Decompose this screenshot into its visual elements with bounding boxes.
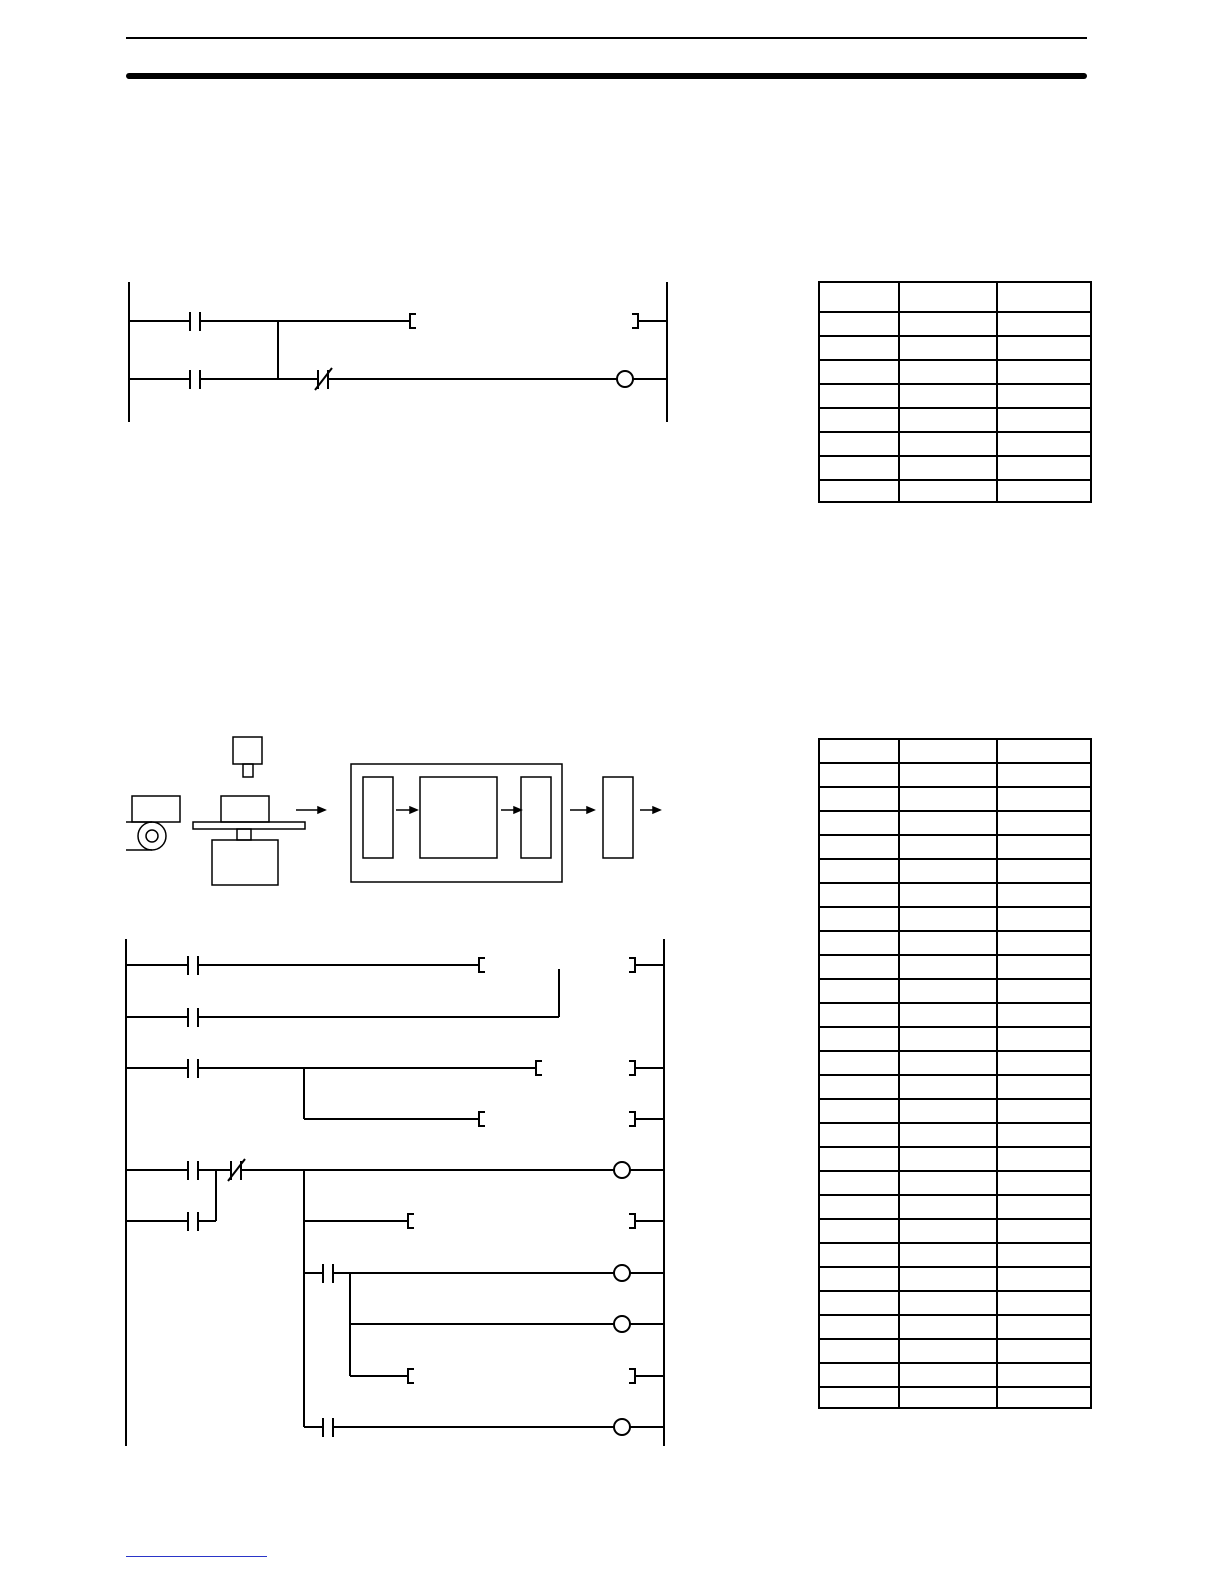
table-row [819, 312, 1091, 336]
table-cell [819, 979, 899, 1003]
table-row [819, 1075, 1091, 1099]
table-cell [899, 739, 997, 763]
cpu-unit [420, 777, 497, 858]
table-row [819, 811, 1091, 835]
table-cell [997, 811, 1091, 835]
table-cell [997, 1147, 1091, 1171]
table-cell [899, 955, 997, 979]
table-cell [997, 1123, 1091, 1147]
table-cell [899, 787, 997, 811]
flow-arrow-icon [396, 807, 417, 813]
table-cell [997, 955, 1091, 979]
flow-arrow-icon [640, 807, 660, 813]
table-cell [997, 432, 1091, 456]
mnemonic-table-bottom [818, 738, 1092, 1409]
external-device [603, 777, 633, 858]
no-contact-icon [188, 1212, 198, 1231]
table-cell [997, 1027, 1091, 1051]
table-cell [899, 456, 997, 480]
instruction-bracket-icon [479, 958, 635, 972]
table-cell [899, 1219, 997, 1243]
table-row [819, 763, 1091, 787]
nc-contact-icon [315, 368, 332, 390]
table-cell [899, 1099, 997, 1123]
table-cell [997, 360, 1091, 384]
instruction-bracket-icon [536, 1061, 635, 1075]
table-cell [899, 931, 997, 955]
table-cell [997, 1195, 1091, 1219]
no-contact-icon [188, 956, 198, 975]
mnemonic-table-top [818, 281, 1092, 503]
table-cell [819, 739, 899, 763]
spindle [237, 829, 251, 840]
table-cell [819, 883, 899, 907]
table-row [819, 979, 1091, 1003]
instruction-bracket-icon [479, 1112, 635, 1126]
table-row [819, 384, 1091, 408]
table-plate [193, 822, 305, 829]
table-cell [997, 1387, 1091, 1408]
sensor-head [233, 737, 262, 764]
table-cell [997, 1051, 1091, 1075]
table-cell [819, 336, 899, 360]
table-cell [819, 787, 899, 811]
table-row [819, 1219, 1091, 1243]
table-row [819, 787, 1091, 811]
table-cell [997, 859, 1091, 883]
roll-inner-icon [146, 830, 158, 842]
table-cell [819, 432, 899, 456]
table-row [819, 1003, 1091, 1027]
table-cell [899, 1075, 997, 1099]
table-bottom-body [819, 739, 1091, 1408]
table-row [819, 1171, 1091, 1195]
table-row [819, 1363, 1091, 1387]
input-unit [363, 777, 393, 858]
flow-arrow-icon [570, 807, 594, 813]
table-cell [997, 480, 1091, 502]
machine-base [212, 840, 278, 885]
table-cell [899, 1171, 997, 1195]
table-row [819, 955, 1091, 979]
table-top-body [819, 282, 1091, 502]
table-row [819, 1243, 1091, 1267]
table-cell [899, 835, 997, 859]
table-cell [899, 1051, 997, 1075]
workpiece [221, 796, 269, 822]
table-cell [899, 282, 997, 312]
table-cell [997, 883, 1091, 907]
output-unit [521, 777, 551, 858]
header-rule-thin [126, 37, 1087, 39]
nc-contact-icon [228, 1159, 245, 1181]
table-cell [997, 1291, 1091, 1315]
table-row [819, 1387, 1091, 1408]
table-cell [899, 1123, 997, 1147]
table-cell [997, 1339, 1091, 1363]
table-cell [899, 408, 997, 432]
table-cell [819, 1027, 899, 1051]
table-cell [899, 1291, 997, 1315]
table-cell [899, 979, 997, 1003]
table-row [819, 835, 1091, 859]
table-cell [997, 1363, 1091, 1387]
output-coil-icon [614, 1316, 630, 1332]
table-cell [997, 787, 1091, 811]
table-row [819, 1195, 1091, 1219]
flow-arrow-icon [296, 807, 325, 813]
table-row [819, 883, 1091, 907]
table-cell [997, 1099, 1091, 1123]
table-cell [819, 282, 899, 312]
no-contact-icon [188, 1161, 198, 1180]
roll-outer-icon [138, 822, 166, 850]
table-cell [997, 931, 1091, 955]
instruction-bracket-icon [408, 1214, 635, 1228]
table-cell [997, 763, 1091, 787]
table-cell [819, 907, 899, 931]
table-cell [997, 1075, 1091, 1099]
table-cell [819, 1315, 899, 1339]
table-cell [819, 1195, 899, 1219]
table-cell [899, 1339, 997, 1363]
table-cell [819, 763, 899, 787]
table-cell [899, 1315, 997, 1339]
table-cell [819, 360, 899, 384]
table-row [819, 1027, 1091, 1051]
output-coil-icon [614, 1265, 630, 1281]
table-cell [899, 859, 997, 883]
table-cell [819, 1099, 899, 1123]
footer-link-underline[interactable] [126, 1556, 267, 1557]
table-cell [899, 432, 997, 456]
table-cell [819, 1003, 899, 1027]
table-cell [997, 456, 1091, 480]
no-contact-icon [188, 1008, 198, 1027]
table-row [819, 456, 1091, 480]
table-cell [997, 739, 1091, 763]
table-row [819, 360, 1091, 384]
table-row [819, 1099, 1091, 1123]
table-row [819, 1051, 1091, 1075]
table-cell [819, 1387, 899, 1408]
output-coil-icon [614, 1419, 630, 1435]
table-row [819, 1147, 1091, 1171]
table-cell [819, 456, 899, 480]
table-row [819, 432, 1091, 456]
output-coil-icon [614, 1162, 630, 1178]
table-cell [819, 1243, 899, 1267]
table-row [819, 1315, 1091, 1339]
table-cell [899, 1387, 997, 1408]
table-row [819, 931, 1091, 955]
table-cell [997, 1003, 1091, 1027]
table-cell [899, 336, 997, 360]
table-row [819, 739, 1091, 763]
table-cell [819, 312, 899, 336]
instruction-bracket-icon [410, 314, 638, 328]
table-row [819, 282, 1091, 312]
table-cell [899, 1267, 997, 1291]
table-cell [819, 1219, 899, 1243]
table-cell [997, 979, 1091, 1003]
table-cell [899, 480, 997, 502]
table-cell [899, 312, 997, 336]
table-cell [899, 1003, 997, 1027]
table-cell [899, 763, 997, 787]
table-cell [819, 1051, 899, 1075]
table-cell [819, 835, 899, 859]
table-cell [819, 384, 899, 408]
table-row [819, 1291, 1091, 1315]
table-cell [819, 931, 899, 955]
table-cell [899, 1363, 997, 1387]
header-rule-thick [126, 73, 1087, 79]
table-cell [997, 1267, 1091, 1291]
table-cell [819, 811, 899, 835]
table-cell [819, 480, 899, 502]
table-cell [819, 1363, 899, 1387]
table-cell [819, 1267, 899, 1291]
table-cell [819, 1339, 899, 1363]
table-cell [899, 360, 997, 384]
table-cell [997, 336, 1091, 360]
sensor-stem [243, 764, 253, 777]
table-cell [997, 282, 1091, 312]
no-contact-icon [188, 1059, 198, 1078]
table-cell [819, 1171, 899, 1195]
table-row [819, 1267, 1091, 1291]
table-row [819, 859, 1091, 883]
table-cell [997, 312, 1091, 336]
roll-housing [132, 796, 180, 822]
table-cell [997, 408, 1091, 432]
no-contact-icon [190, 312, 200, 331]
table-cell [899, 1027, 997, 1051]
table-row [819, 408, 1091, 432]
no-contact-icon [323, 1418, 333, 1437]
no-contact-icon [190, 370, 200, 389]
table-cell [899, 1243, 997, 1267]
output-coil-icon [617, 371, 633, 387]
table-cell [899, 1147, 997, 1171]
table-cell [819, 1291, 899, 1315]
table-cell [899, 384, 997, 408]
table-cell [899, 811, 997, 835]
table-cell [819, 859, 899, 883]
table-cell [819, 1075, 899, 1099]
table-cell [997, 1315, 1091, 1339]
table-cell [997, 907, 1091, 931]
table-cell [819, 955, 899, 979]
table-cell [819, 1123, 899, 1147]
table-row [819, 1123, 1091, 1147]
table-row [819, 1339, 1091, 1363]
table-row [819, 480, 1091, 502]
flow-arrow-icon [501, 807, 521, 813]
no-contact-icon [323, 1264, 333, 1283]
table-cell [819, 1147, 899, 1171]
instruction-bracket-icon [408, 1369, 635, 1383]
table-cell [899, 883, 997, 907]
table-cell [899, 907, 997, 931]
table-cell [899, 1195, 997, 1219]
table-cell [997, 1171, 1091, 1195]
table-cell [997, 1219, 1091, 1243]
table-row [819, 907, 1091, 931]
table-row [819, 336, 1091, 360]
controller-enclosure [351, 764, 562, 882]
table-cell [997, 835, 1091, 859]
table-cell [997, 384, 1091, 408]
table-cell [819, 408, 899, 432]
table-cell [997, 1243, 1091, 1267]
